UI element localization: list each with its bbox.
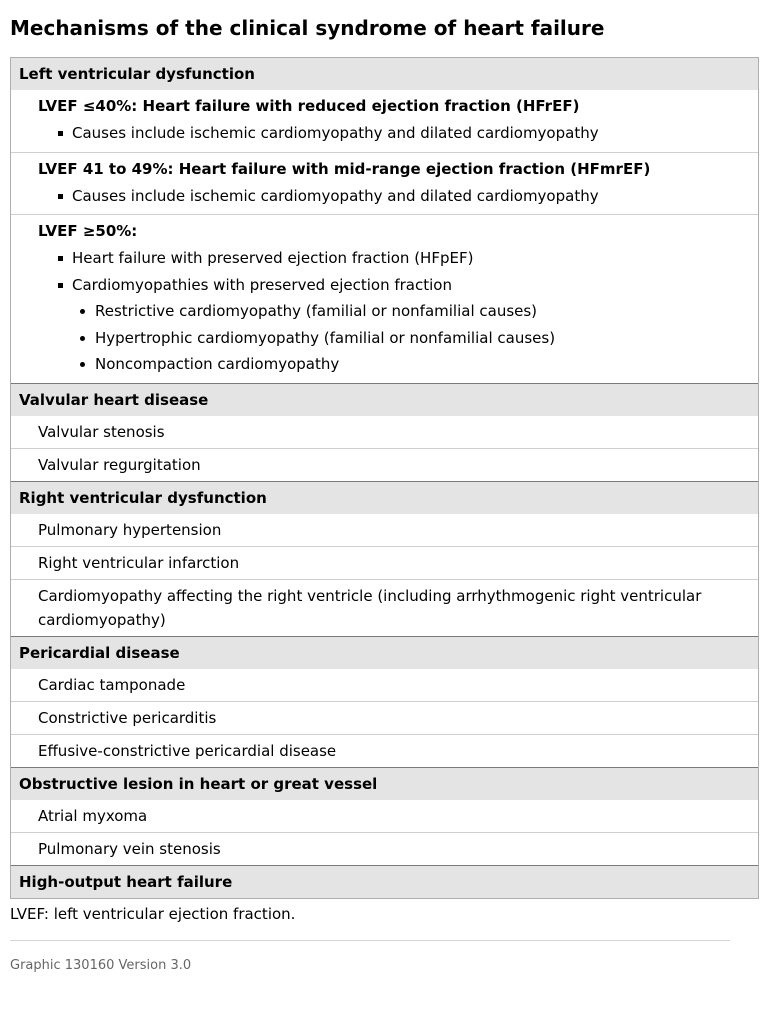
table-row: Valvular stenosis [38, 422, 165, 441]
table-row: Pulmonary vein stenosis [11, 832, 758, 865]
table-row: Pulmonary hypertension [38, 520, 222, 539]
footnote: LVEF: left ventricular ejection fraction. [10, 905, 296, 923]
table-row: Cardiomyopathy affecting the right ventricle (including arrhythmogenic right ventricular cardiomyopathy) [11, 579, 758, 636]
table-row: Right ventricular infarction [11, 546, 758, 579]
bullet-list [38, 245, 748, 378]
page-title: Mechanisms of the clinical syndrome of heart failure [10, 16, 605, 40]
section-heading-right-ventricular-dysfunction: Right ventricular dysfunction [11, 481, 758, 514]
list-item [72, 272, 748, 378]
block-hfref [11, 90, 758, 152]
list-item: Heart failure with preserved ejection fraction (HFpEF) [72, 245, 748, 272]
table-row: Constrictive pericarditis [11, 701, 758, 734]
section-heading-obstructive-lesion: Obstructive lesion in heart or great vessel [11, 767, 758, 800]
nested-list-item: Restrictive cardiomyopathy (familial or nonfamilial causes) [95, 298, 748, 325]
bullet-list [38, 120, 748, 147]
bullet-list [38, 183, 748, 210]
section-heading-high-output-heart-failure: High-output heart failure [11, 865, 758, 898]
nested-bullet-list [72, 298, 748, 378]
section-heading-left-ventricular-dysfunction: Left ventricular dysfunction [11, 58, 758, 90]
list-item: Causes include ischemic cardiomyopathy and dilated cardiomyopathy [72, 120, 748, 147]
nested-list-item: Noncompaction cardiomyopathy [95, 351, 748, 378]
table-row: Effusive-constrictive pericardial disease [11, 734, 758, 767]
table-row: Valvular regurgitation [11, 448, 758, 481]
mechanisms-table [10, 57, 759, 899]
table-row: Cardiac tamponade [38, 675, 186, 694]
subheading-hfref: LVEF ≤40%: Heart failure with reduced ejection fraction (HFrEF) [38, 97, 580, 115]
list-item-label: Cardiomyopathies with preserved ejection fraction [72, 275, 452, 294]
section-heading-valvular-heart-disease: Valvular heart disease [11, 383, 758, 416]
divider [10, 940, 730, 941]
subheading-hfpef: LVEF ≥50%: [38, 222, 138, 240]
block-hfpef [11, 214, 758, 383]
nested-list-item: Hypertrophic cardiomyopathy (familial or nonfamilial causes) [95, 325, 748, 352]
block-hfmref [11, 152, 758, 215]
list-item: Causes include ischemic cardiomyopathy and dilated cardiomyopathy [72, 183, 748, 210]
graphic-version-label: Graphic 130160 Version 3.0 [10, 958, 192, 973]
table-row: Atrial myxoma [38, 806, 148, 825]
subheading-hfmref: LVEF 41 to 49%: Heart failure with mid-range ejection fraction (HFmrEF) [38, 159, 651, 178]
section-heading-pericardial-disease: Pericardial disease [11, 636, 758, 669]
